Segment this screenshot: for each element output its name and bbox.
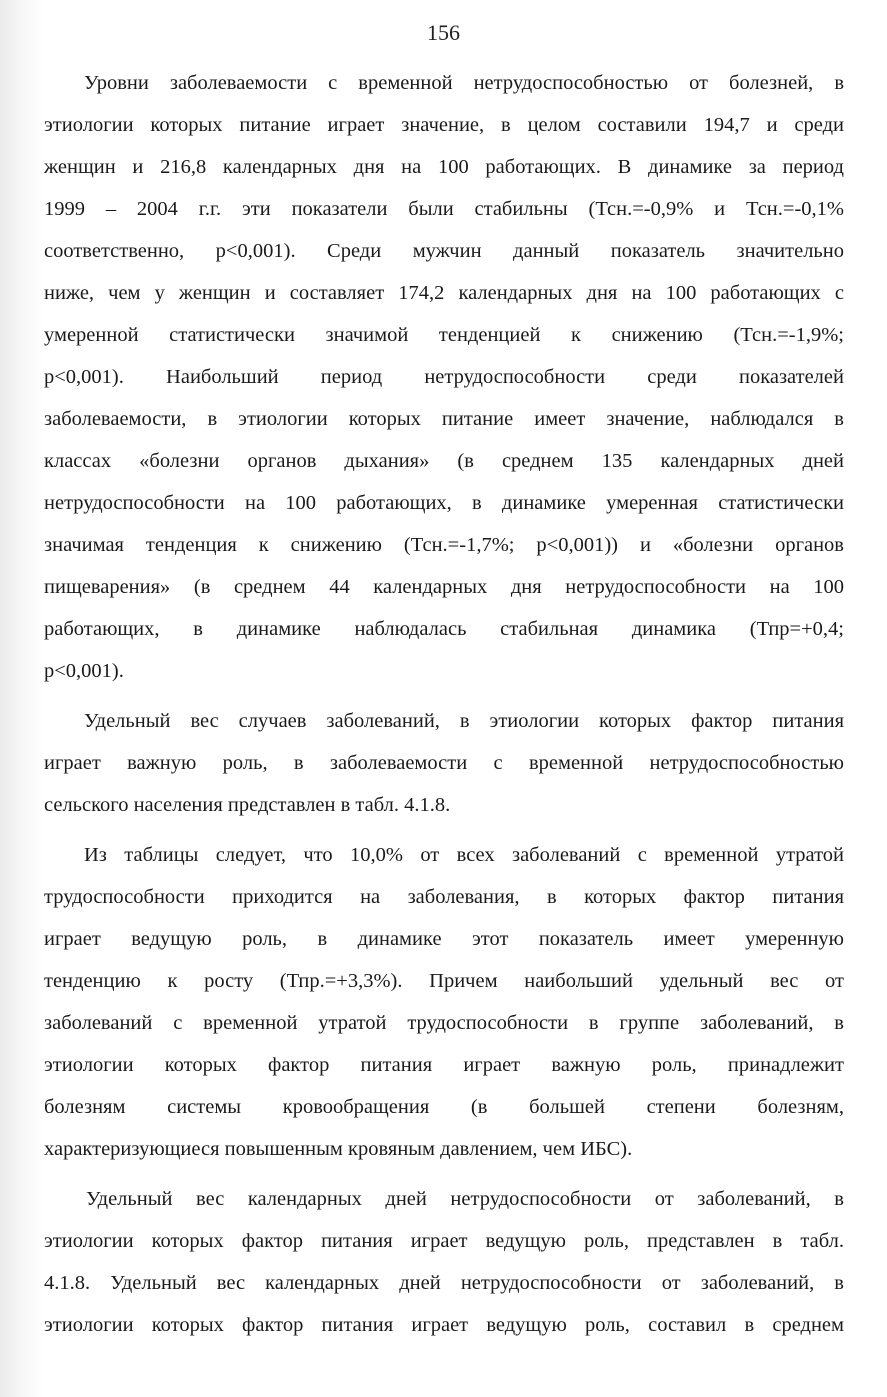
text-line: Удельный вес случаев заболеваний, в этиологии которых фактор питания — [84, 710, 844, 732]
text-line: классах «болезни органов дыхания» (в среднем 135 календарных дней — [44, 450, 844, 472]
text-line: этиологии которых фактор питания играет ведущую роль, составил в среднем — [44, 1314, 844, 1336]
text-line: соответственно, р<0,001). Среди мужчин данный показатель значительно — [44, 240, 844, 262]
text-line: умеренной статистически значимой тенденцией к снижению (Тсн.=-1,9%; — [44, 324, 844, 346]
text-line: пищеварения» (в среднем 44 календарных дня нетрудоспособности на 100 — [44, 576, 844, 598]
paragraph-3 — [44, 834, 844, 1170]
text-line: заболеваний с временной утратой трудоспособности в группе заболеваний, в — [44, 1012, 844, 1034]
text-line: сельского населения представлен в табл. 4.1.8. — [44, 794, 451, 816]
paragraph-4 — [44, 1178, 844, 1346]
text-line: характеризующиеся повышенным кровяным давлением, чем ИБС). — [44, 1138, 633, 1160]
text-line: болезням системы кровообращения (в большей степени болезням, — [44, 1096, 844, 1118]
text-line: нетрудоспособности на 100 работающих, в динамике умеренная статистически — [44, 492, 844, 514]
text-line: р<0,001). Наибольший период нетрудоспособности среди показателей — [44, 366, 844, 388]
text-line: 1999 – 2004 г.г. эти показатели были стабильны (Тсн.=-0,9% и Тсн.=-0,1% — [44, 198, 844, 220]
text-line: ниже, чем у женщин и составляет 174,2 календарных дня на 100 работающих с — [44, 282, 844, 304]
text-line: р<0,001). — [44, 660, 124, 682]
text-line: Из таблицы следует, что 10,0% от всех заболеваний с временной утратой — [84, 844, 844, 866]
text-line: Уровни заболеваемости с временной нетрудоспособностью от болезней, в — [84, 72, 844, 94]
paragraph-1 — [44, 62, 844, 692]
paragraph-2 — [44, 700, 844, 826]
text-line: 4.1.8. Удельный вес календарных дней нетрудоспособности от заболеваний, в — [44, 1272, 844, 1294]
text-line: заболеваемости, в этиологии которых питание имеет значение, наблюдался в — [44, 408, 844, 430]
text-line: играет важную роль, в заболеваемости с временной нетрудоспособностью — [44, 752, 844, 774]
text-line: тенденцию к росту (Тпр.=+3,3%). Причем наибольший удельный вес от — [44, 970, 844, 992]
text-line: играет ведущую роль, в динамике этот показатель имеет умеренную — [44, 928, 844, 950]
text-line: работающих, в динамике наблюдалась стабильная динамика (Тпр=+0,4; — [44, 618, 844, 640]
text-line: значимая тенденция к снижению (Тсн.=-1,7%; р<0,001)) и «болезни органов — [44, 534, 844, 556]
scan-margin-shadow — [0, 0, 44, 1397]
text-line: женщин и 216,8 календарных дня на 100 работающих. В динамике за период — [44, 156, 844, 178]
text-line: этиологии которых фактор питания играет ведущую роль, представлен в табл. — [44, 1230, 844, 1252]
text-line: этиологии которых фактор питания играет важную роль, принадлежит — [44, 1054, 844, 1076]
body-text — [44, 62, 844, 1346]
text-line: этиологии которых питание играет значение, в целом составили 194,7 и среди — [44, 114, 844, 136]
text-line: Удельный вес календарных дней нетрудоспособности от заболеваний, в — [86, 1188, 844, 1210]
page-number: 156 — [427, 20, 460, 45]
text-line: трудоспособности приходится на заболевания, в которых фактор питания — [44, 886, 844, 908]
